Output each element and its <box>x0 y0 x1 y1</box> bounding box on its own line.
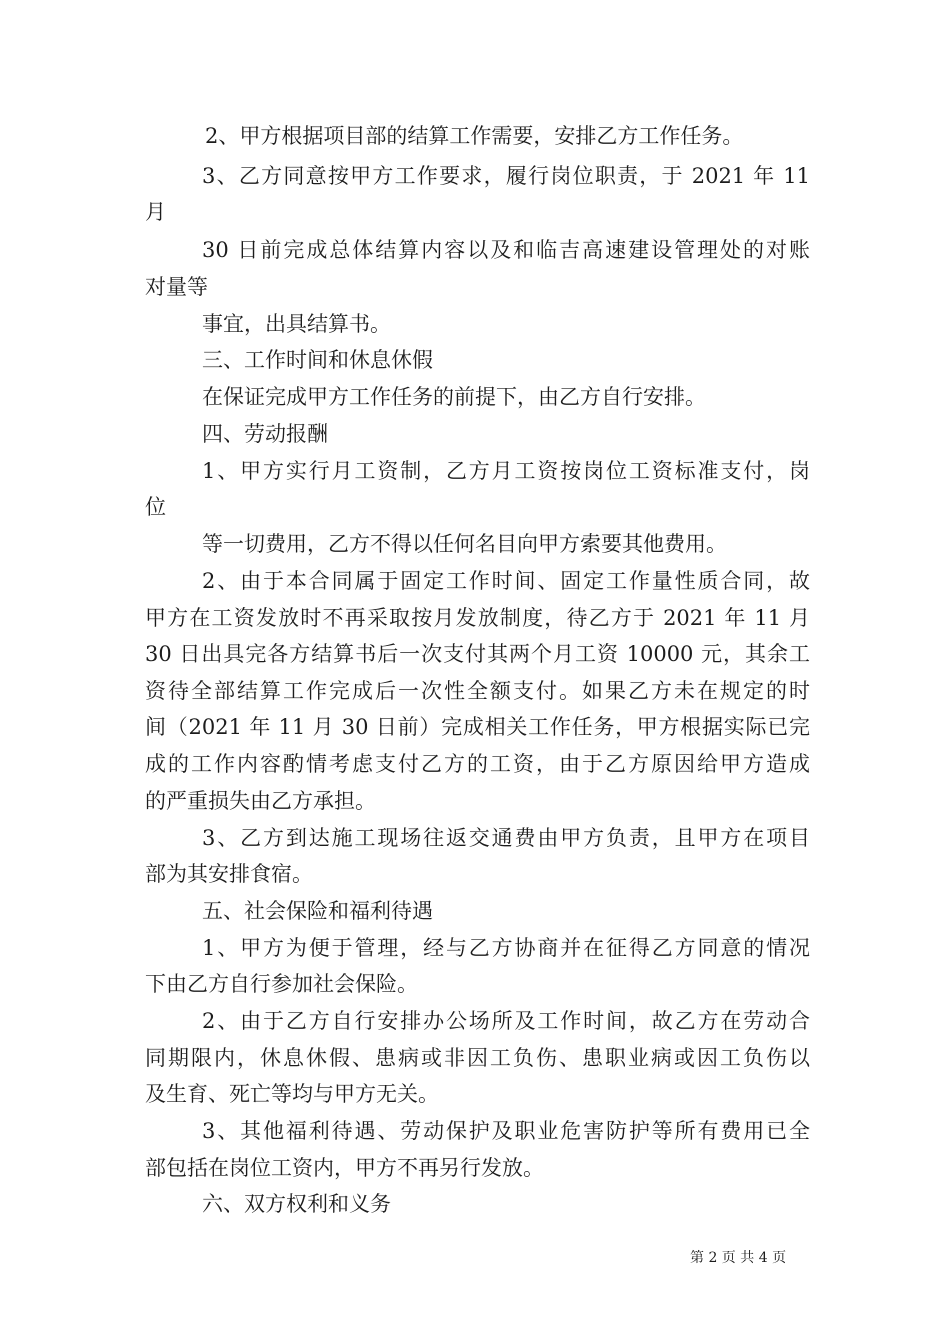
paragraph-line: 资待全部结算工作完成后一次性全额支付。如果乙方未在规定的时 <box>145 679 810 703</box>
paragraph-line: 1、甲方实行月工资制，乙方月工资按岗位工资标准支付，岗 <box>202 459 810 483</box>
paragraph-line: 下由乙方自行参加社会保险。 <box>145 972 418 996</box>
section-heading: 五、社会保险和福利待遇 <box>202 899 433 923</box>
paragraph-line: 30 日前完成总体结算内容以及和临吉高速建设管理处的对账 <box>202 238 810 262</box>
paragraph-line: 及生育、死亡等均与甲方无关。 <box>145 1082 439 1106</box>
section-heading: 六、双方权利和义务 <box>202 1192 391 1216</box>
paragraph-line: 在保证完成甲方工作任务的前提下，由乙方自行安排。 <box>202 385 706 409</box>
paragraph-line: 1、甲方为便于管理，经与乙方协商并在征得乙方同意的情况 <box>202 936 810 960</box>
paragraph-line: 部为其安排食宿。 <box>145 862 313 886</box>
paragraph-line: 对量等 <box>145 275 208 299</box>
paragraph-line: 甲方在工资发放时不再采取按月发放制度，待乙方于 2021 年 11 月 <box>145 606 810 630</box>
paragraph-line: 2、由于乙方自行安排办公场所及工作时间，故乙方在劳动合 <box>202 1009 810 1033</box>
paragraph-line: 30 日出具完各方结算书后一次支付其两个月工资 10000 元，其余工 <box>145 642 810 666</box>
paragraph-line: 月 <box>145 200 166 224</box>
section-heading: 三、工作时间和休息休假 <box>202 348 433 372</box>
paragraph-line: 位 <box>145 495 166 519</box>
paragraph-line: 成的工作内容酌情考虑支付乙方的工资，由于乙方原因给甲方造成 <box>145 752 810 776</box>
paragraph-line: 同期限内，休息休假、患病或非因工负伤、患职业病或因工负伤以 <box>145 1046 810 1070</box>
paragraph-line: 2、由于本合同属于固定工作时间、固定工作量性质合同，故 <box>202 569 810 593</box>
paragraph-line: 等一切费用，乙方不得以任何名目向甲方索要其他费用。 <box>202 532 727 556</box>
paragraph-line: 3、其他福利待遇、劳动保护及职业危害防护等所有费用已全 <box>202 1119 810 1143</box>
section-heading: 四、劳动报酬 <box>202 422 328 446</box>
paragraph-line: 3、乙方到达施工现场往返交通费由甲方负责，且甲方在项目 <box>202 826 810 850</box>
paragraph-line: 部包括在岗位工资内，甲方不再另行发放。 <box>145 1156 544 1180</box>
paragraph-line: 的严重损失由乙方承担。 <box>145 789 376 813</box>
paragraph-line: 2、甲方根据项目部的结算工作需要，安排乙方工作任务。 <box>205 124 744 148</box>
page-number-footer: 第 2 页 共 4 页 <box>690 1250 787 1266</box>
paragraph-line: 间（2021 年 11 月 30 日前）完成相关工作任务，甲方根据实际已完 <box>145 715 810 739</box>
paragraph-line: 事宜，出具结算书。 <box>202 312 391 336</box>
paragraph-line: 3、乙方同意按甲方工作要求，履行岗位职责，于 2021 年 11 <box>202 164 810 188</box>
